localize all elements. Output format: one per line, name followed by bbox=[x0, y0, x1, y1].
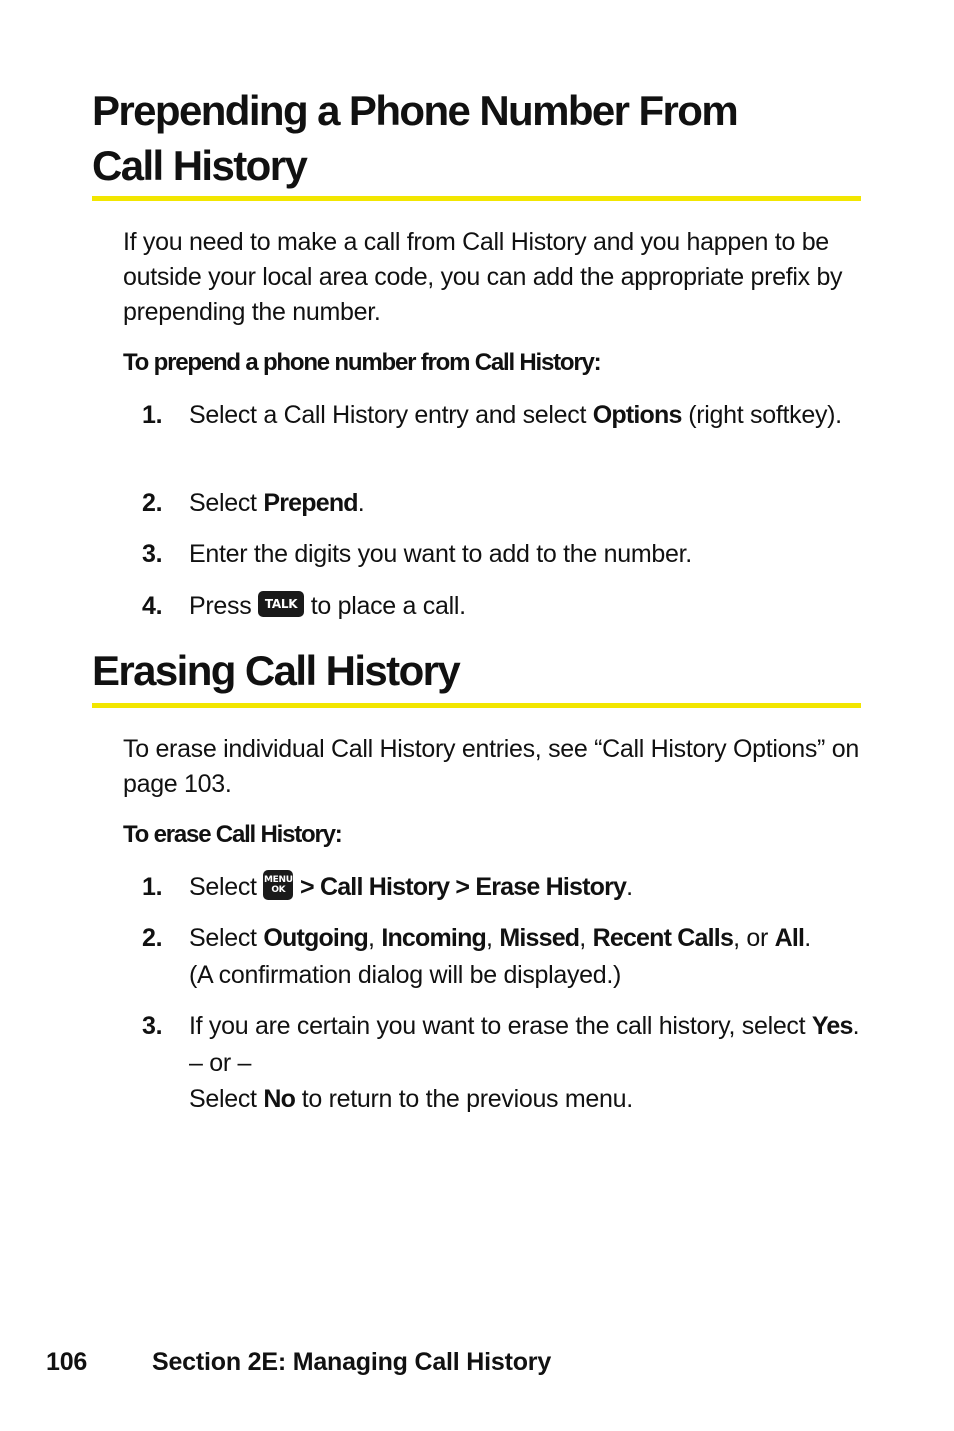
step-text: Select Outgoing, Incoming, Missed, Recent Calls, or All. (A confirmation dialog will be displayed.) bbox=[189, 924, 811, 989]
missed-label: Missed bbox=[499, 924, 580, 952]
or-separator: – or – bbox=[189, 1048, 252, 1077]
intro-paragraph: If you need to make a call from Call History and you happen to be outside your local area code, you can add the appropriate prefix by prepending the number. bbox=[123, 228, 843, 326]
step-text: Select a Call History entry and select Options (right softkey). bbox=[189, 401, 842, 429]
step-2 bbox=[142, 485, 862, 522]
recent-calls-label: Recent Calls bbox=[592, 924, 734, 952]
step-number: 3. bbox=[142, 1012, 163, 1040]
step-text: Select Prepend. bbox=[189, 489, 365, 517]
step-number: 3. bbox=[142, 540, 163, 568]
step-3 bbox=[142, 536, 862, 573]
section-footer: Section 2E: Managing Call History bbox=[152, 1348, 552, 1376]
step-number: 2. bbox=[142, 924, 163, 952]
section-title-line1: Prepending a Phone Number From bbox=[92, 87, 738, 134]
menu-ok-key-icon: MENU OK bbox=[263, 870, 293, 900]
all-label: All bbox=[774, 924, 805, 952]
outgoing-label: Outgoing bbox=[263, 924, 369, 952]
intro-paragraph: To erase individual Call History entries, see “Call History Options” on page 103. bbox=[123, 735, 859, 798]
yes-label: Yes bbox=[811, 1012, 853, 1040]
title-rule bbox=[92, 703, 861, 708]
prepend-label: Prepend bbox=[263, 489, 358, 517]
talk-key-icon: TALK bbox=[258, 591, 304, 617]
procedure-lead: To prepend a phone number from Call History: bbox=[123, 349, 601, 376]
step-text: Enter the digits you want to add to the number. bbox=[189, 540, 692, 568]
procedure-lead: To erase Call History: bbox=[123, 821, 342, 848]
step-2 bbox=[142, 920, 862, 993]
menu-path: > Call History > Erase History bbox=[300, 873, 627, 901]
section-title-prepending bbox=[92, 83, 737, 193]
step-1 bbox=[142, 869, 862, 906]
step-number: 1. bbox=[142, 873, 163, 901]
page-number: 106 bbox=[46, 1348, 88, 1376]
step-1 bbox=[142, 397, 862, 434]
title-rule bbox=[92, 196, 861, 201]
step-text: Press TALK to place a call. bbox=[189, 592, 466, 620]
step-number: 2. bbox=[142, 489, 163, 517]
no-label: No bbox=[263, 1085, 296, 1113]
step-text: If you are certain you want to erase the call history, select Yes. – or – Select No to return to the previous menu. bbox=[189, 1012, 860, 1113]
incoming-label: Incoming bbox=[381, 924, 487, 952]
step-number: 1. bbox=[142, 401, 163, 429]
confirmation-note: (A confirmation dialog will be displayed.) bbox=[189, 960, 622, 989]
step-4 bbox=[142, 588, 862, 625]
options-label: Options bbox=[592, 401, 682, 429]
step-3 bbox=[142, 1008, 862, 1118]
section-title-erasing: Erasing Call History bbox=[92, 647, 460, 694]
section-title-line2: Call History bbox=[92, 142, 307, 189]
step-number: 4. bbox=[142, 592, 163, 620]
step-text: Select MENU OK > Call History > Erase History. bbox=[189, 869, 862, 906]
